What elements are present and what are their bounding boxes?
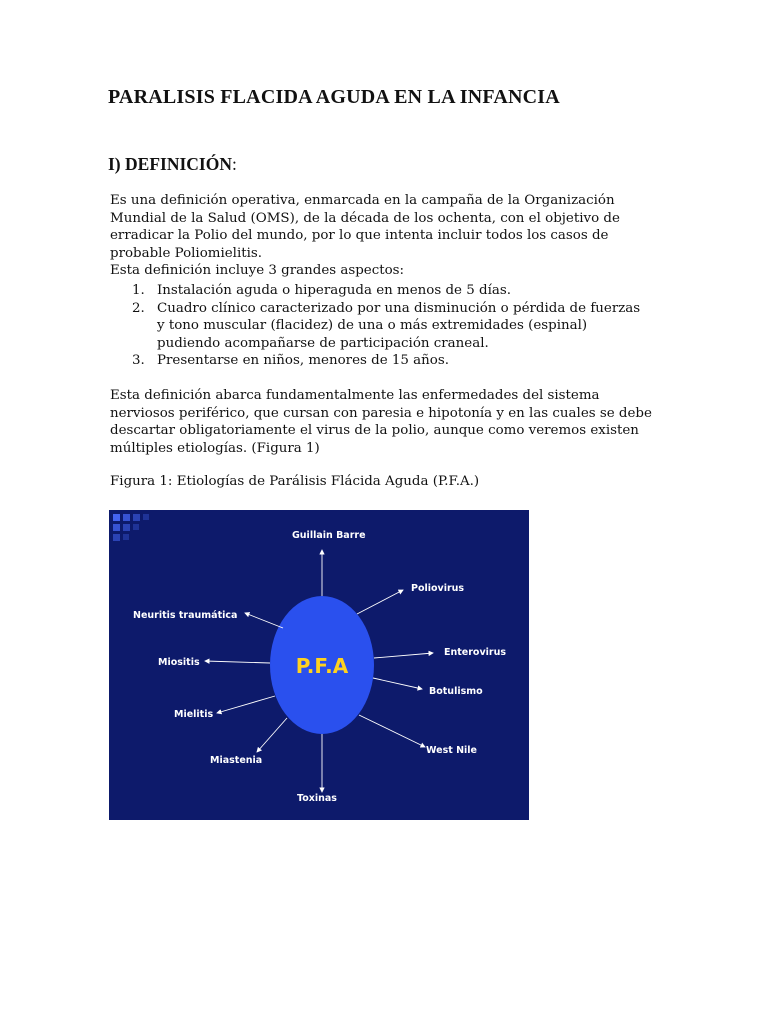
list-item-number: 2. bbox=[132, 300, 145, 316]
list-item-line: pudiendo acompañarse de participación craneal. bbox=[157, 335, 489, 351]
list-item bbox=[110, 352, 680, 370]
paragraph-line: descartar obligatoriamente el virus de la polio, aunque como veremos existen bbox=[110, 423, 639, 439]
list-item-line: Instalación aguda o hiperaguda en menos de 5 días. bbox=[157, 283, 511, 298]
intro-line: probable Poliomielitis. bbox=[110, 245, 263, 261]
second-paragraph bbox=[110, 387, 670, 457]
label-enterovirus: Enterovirus bbox=[444, 647, 507, 658]
list-item-line: Cuadro clínico caracterizado por una disminución o pérdida de fuerzas bbox=[157, 300, 641, 316]
page-title: PARALISIS FLACIDA AGUDA EN LA INFANCIA bbox=[108, 86, 560, 108]
label-miositis: Miositis bbox=[158, 657, 200, 668]
label-guillain-barre: Guillain Barre bbox=[292, 530, 366, 541]
aspects-list bbox=[110, 282, 680, 370]
figure-caption: Figura 1: Etiologías de Parálisis Flácida Aguda (P.F.A.) bbox=[110, 474, 480, 489]
list-item-number: 3. bbox=[132, 353, 145, 369]
list-item-number: 1. bbox=[132, 283, 145, 298]
intro-line: Esta definición incluye 3 grandes aspectos: bbox=[110, 263, 405, 279]
list-item-line: Presentarse en niños, menores de 15 años. bbox=[157, 353, 449, 369]
label-botulismo: Botulismo bbox=[429, 686, 483, 697]
list-item-line: y tono muscular (flacidez) de una o más extremidades (espinal) bbox=[157, 318, 588, 334]
intro-line: Mundial de la Salud (OMS), de la década de los ochenta, con el objetivo de bbox=[110, 210, 620, 226]
paragraph-line: Esta definición abarca fundamentalmente las enfermedades del sistema bbox=[110, 388, 600, 403]
label-toxinas: Toxinas bbox=[297, 793, 337, 804]
label-neuritis-traumatica: Neuritis traumática bbox=[133, 610, 238, 621]
section-heading bbox=[108, 154, 237, 175]
list-item bbox=[110, 300, 680, 353]
list-item bbox=[110, 282, 680, 300]
label-west-nile: West Nile bbox=[426, 745, 477, 756]
paragraph-line: nerviosos periférico, que cursan con paresia e hipotonía y en las cuales se debe bbox=[110, 405, 652, 421]
label-miastenia: Miastenia bbox=[210, 755, 263, 766]
label-poliovirus: Poliovirus bbox=[411, 583, 465, 594]
etiology-diagram bbox=[109, 510, 529, 820]
paragraph-line: múltiples etiologías. (Figura 1) bbox=[110, 440, 320, 456]
diagram-svg bbox=[109, 510, 529, 820]
pfa-label: P.F.A bbox=[295, 654, 349, 678]
section-heading-suffix: : bbox=[231, 154, 237, 174]
intro-paragraph bbox=[110, 192, 670, 280]
intro-line: erradicar la Polio del mundo, por lo que intenta incluir todos los casos de bbox=[110, 228, 609, 244]
intro-line: Es una definición operativa, enmarcada en la campaña de la Organización bbox=[110, 193, 615, 208]
label-mielitis: Mielitis bbox=[174, 709, 214, 720]
section-heading-text: I) DEFINICIÓN bbox=[108, 154, 232, 174]
